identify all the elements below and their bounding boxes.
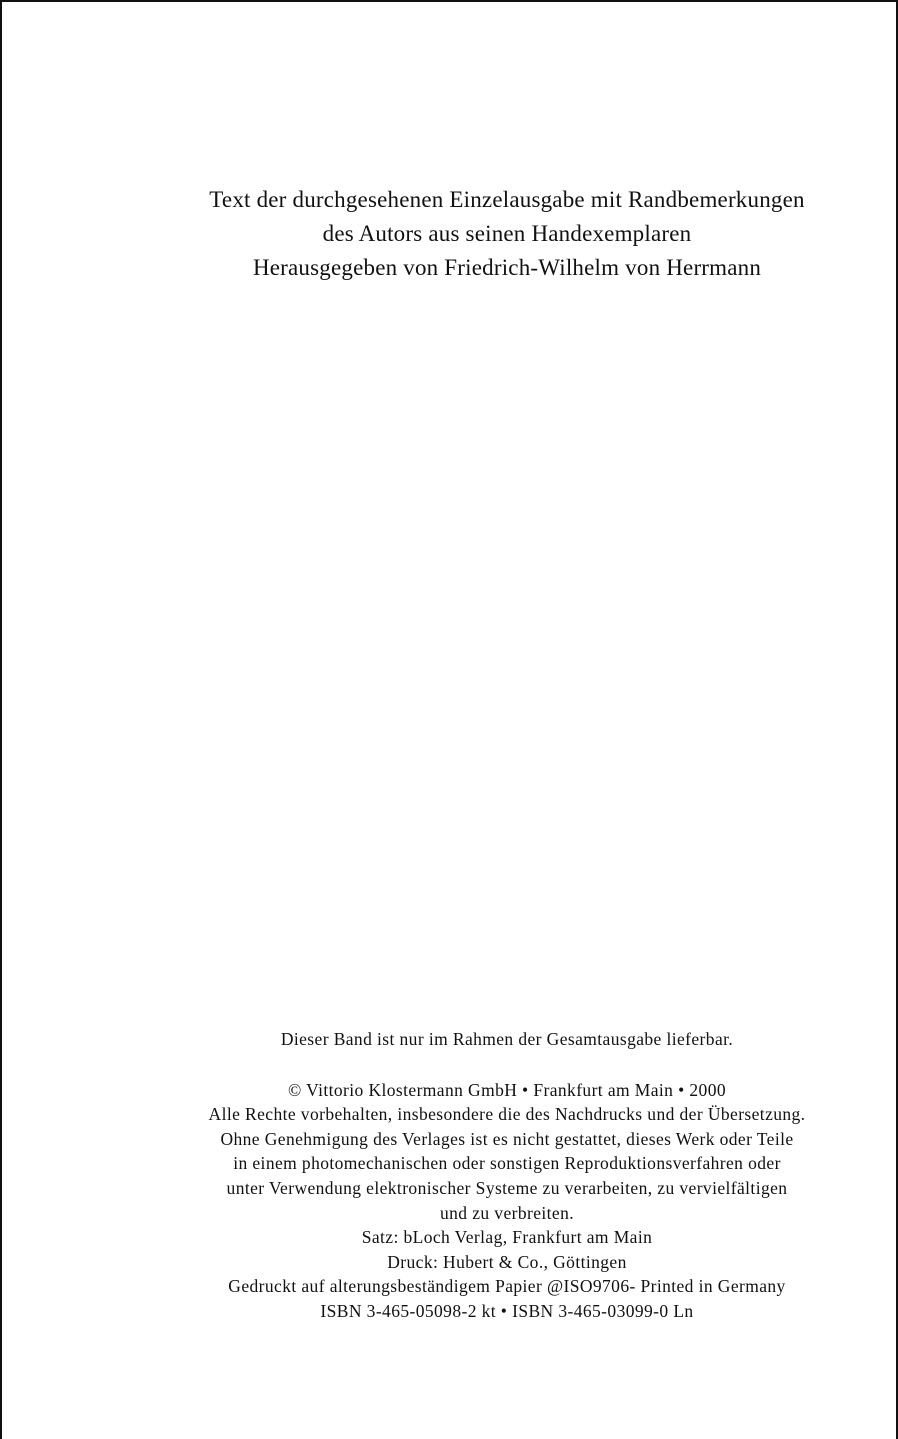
paper-line: Gedruckt auf alterungsbeständigem Papier @ISO9706- Printed in Germany bbox=[228, 1276, 786, 1297]
rights-line-5: und zu verbreiten. bbox=[439, 1202, 575, 1223]
imprint bbox=[140, 1027, 874, 1324]
rights-line-4: unter Verwendung elektronischer Systeme zu verarbeiten, zu vervielfältigen bbox=[226, 1177, 788, 1198]
editor-line: Herausgegeben von Friedrich-Wilhelm von Herrmann bbox=[252, 255, 762, 280]
isbn-line: ISBN 3-465-05098-2 kt • ISBN 3-465-03099-0 Ln bbox=[320, 1300, 694, 1321]
rights-line-3: in einem photomechanischen oder sonstigen Reproduktionsverfahren oder bbox=[233, 1153, 781, 1174]
rights-line-2: Ohne Genehmigung des Verlages ist es nicht gestattet, dieses Werk oder Teile bbox=[220, 1128, 794, 1149]
edition-note-line-2: des Autors aus seinen Handexemplaren bbox=[322, 221, 692, 246]
copyright-line: © Vittorio Klostermann GmbH • Frankfurt am Main • 2000 bbox=[287, 1079, 727, 1100]
edition-note bbox=[140, 183, 874, 285]
printing-line: Druck: Hubert & Co., Göttingen bbox=[387, 1251, 627, 1272]
typesetting-line: Satz: bLoch Verlag, Frankfurt am Main bbox=[361, 1227, 653, 1248]
edition-note-line-1: Text der durchgesehenen Einzelausgabe mit Randbemerkungen bbox=[209, 187, 805, 212]
availability-note: Dieser Band ist nur im Rahmen der Gesamtausgabe lieferbar. bbox=[280, 1029, 734, 1049]
rights-line-1: Alle Rechte vorbehalten, insbesondere die des Nachdrucks und der Übersetzung. bbox=[208, 1104, 806, 1125]
